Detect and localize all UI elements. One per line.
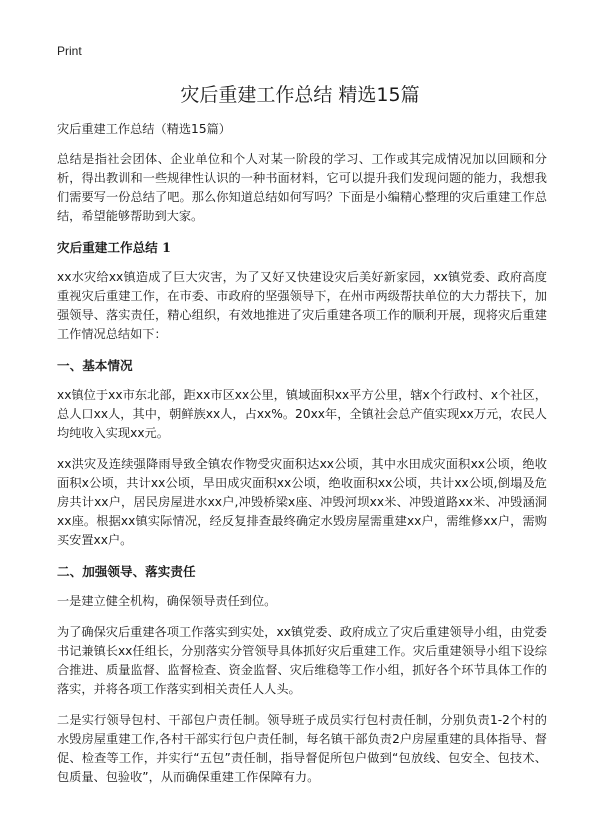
heading-leadership: 二、加强领导、落实责任 [57, 564, 196, 579]
section-heading: 灾后重建工作总结 1 [57, 240, 171, 255]
basic-paragraph-1: xx镇位于xx市东北部，距xx市区xx公里，镇域面积xx平方公里，辖x个行政村、x个社区，总人口xx人，其中，朝鲜族xx人，占xx%。20xx年，全镇社会总产值实现xx万元，农民人均纯收入实现xx元。 [57, 388, 547, 440]
document-body [57, 120, 547, 799]
page-title: 灾后重建工作总结 精选15篇 [180, 84, 420, 106]
document-subtitle: 灾后重建工作总结（精选15篇） [57, 122, 231, 136]
leadership-paragraph-1: 一是建立健全机构，确保领导责任到位。 [57, 594, 277, 608]
intro-paragraph: 总结是指社会团体、企业单位和个人对某一阶段的学习、工作或其完成情况加以回顾和分析，得出教训和一些规律性认识的一种书面材料，它可以提升我们发现问题的能力，我想我们需要写一份总结了吧。那么你知道总结如何写吗？下面是小编精心整理的灾后重建工作总结，希望能够帮助到大家。 [57, 152, 547, 223]
leadership-paragraph-2: 为了确保灾后重建各项工作落实到实处，xx镇党委、政府成立了灾后重建领导小组，由党委书记兼镇长xx任组长，分别落实分管领导具体抓好灾后重建工作。灾后重建领导小组下设综合推进、质量监督、监督检查、资金监督、灾后维稳等工作小组，抓好各个环节具体工作的落实，并将各项工作落实到相关责任人人头。 [57, 625, 547, 696]
leadership-paragraph-3: 二是实行领导包村、干部包户责任制。领导班子成员实行包村责任制，分别负责1-2个村的水毁房屋重建工作,各村干部实行包户责任制，每名镇干部负责2户房屋重建的具体指导、督促、检查等工作，并实行“五包”责任制，指导督促所包户做到“包放线、包安全、包技术、包质量、包验收”，从而确保重建工作保障有力。 [57, 713, 547, 784]
heading-basic-situation: 一、基本情况 [57, 358, 133, 373]
print-link[interactable]: Print [57, 44, 82, 58]
section-paragraph: xx水灾给xx镇造成了巨大灾害，为了又好又快建设灾后美好新家园，xx镇党委、政府高度重视灾后重建工作，在市委、市政府的坚强领导下，在州市两级帮扶单位的大力帮扶下，加强领导、落实责任，精心组织，有效地推进了灾后重建各项工作的顺利开展，现将灾后重建工作情况总结如下： [57, 270, 547, 341]
basic-paragraph-2: xx洪灾及连续强降雨导致全镇农作物受灾面积达xx公顷，其中水田成灾面积xx公顷，绝收面积x公顷，共计xx公顷，旱田成灾面积xx公顷，绝收面积xx公顷，共计xx公顷,倒塌及危房共计xx户，居民房屋进水xx户,冲毁桥梁x座、冲毁河坝xx米、冲毁道路xx米、冲毁涵洞xx座。根据xx镇实际情况，经反复排查最终确定水毁房屋需重建xx户，需维修xx户，需购买安置xx户。 [57, 457, 547, 547]
